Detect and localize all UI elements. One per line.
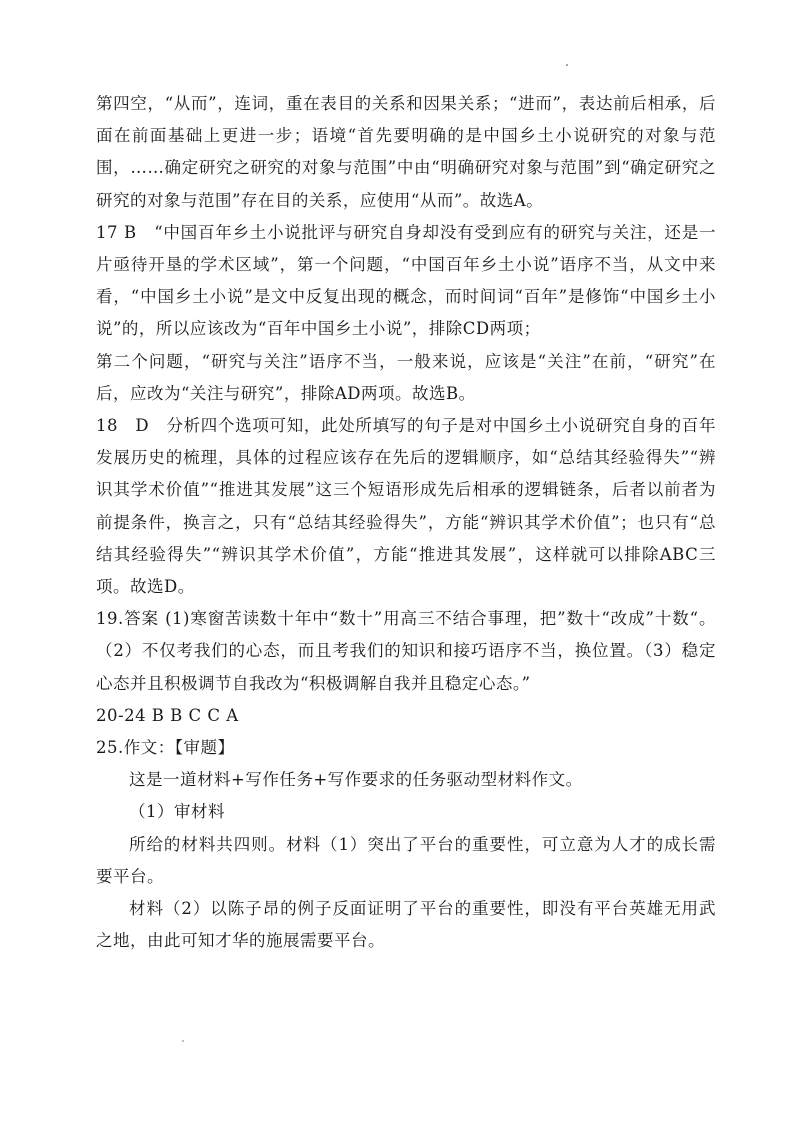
paragraph-answers-20-24: 20-24 B B C C A — [96, 705, 239, 725]
paragraph-answer-19: 19.答案 (1)寒窗苦读数十年中“数十”用高三不结合事理，把”数十“改成”十数“。（2）不仅考我们的心态，而且考我们的知识和接巧语序不当，换位置。（3）稳定心态并且积极调节自我改为“积极调解自我并且稳定心态。” — [96, 609, 716, 693]
paragraph-answer-18: 18 D 分析四个选项可知，此处所填写的句子是对中国乡土小说研究自身的百年发展历史的梳理，具体的过程应该存在先后的逻辑顺序，如“总结其经验得失”“辨识其学术价值”“推进其发展”这三个短语形成先后相承的逻辑链条，后者以前者为前提条件，换言之，只有“总结其经验得失”，方能“辨识其学术价值”；也只有“总结其经验得失”“辨识其学术价值”，方能“推进其发展”，这样就可以排除ABC三项。故选D。 — [96, 416, 716, 597]
paragraph-essay-type: 这是一道材料+写作任务+写作要求的任务驱动型材料作文。 — [129, 770, 583, 790]
answer-key-document — [96, 88, 716, 957]
speck-mark — [566, 64, 568, 66]
paragraph-material-1: 所给的材料共四则。材料（1）突出了平台的重要性，可立意为人才的成长需要平台。 — [96, 834, 716, 886]
paragraph-answer-17: 17 B “中国百年乡土小说批评与研究自身却没有受到应有的研究与关注，还是一片亟待开垦的学术区域”，第一个问题，“中国百年乡土小说”语序不当，从文中来看，“中国乡土小说”是文中反复出现的概念，而时间词“百年”是修饰“中国乡土小说”的，所以应该改为“百年中国乡土小说”，排除CD两项； — [96, 222, 716, 339]
paragraph-answer-16-explanation: 第四空，“从而”，连词，重在表目的关系和因果关系；“进而”，表达前后相承，后面在前面基础上更进一步；语境“首先要明确的是中国乡土小说研究的对象与范围，……确定研究之研究的对象与范围”中由“明确研究对象与范围”到“确定研究之研究的对象与范围”存在目的关系，应使用“从而”。故选A。 — [96, 94, 716, 210]
paragraph-material-2: 材料（2）以陈子昂的例子反面证明了平台的重要性，即没有平台英雄无用武之地，由此可知才华的施展需要平台。 — [96, 899, 716, 951]
paragraph-review-material-heading: （1）审材料 — [129, 802, 225, 822]
speck-mark-bottom — [182, 1040, 184, 1042]
paragraph-essay-heading: 25.作文：【审题】 — [96, 738, 235, 758]
paragraph-answer-17-continued: 第二个问题，“研究与关注”语序不当，一般来说，应该是“关注”在前，“研究”在后，应改为“关注与研究”，排除AD两项。故选B。 — [96, 351, 716, 403]
